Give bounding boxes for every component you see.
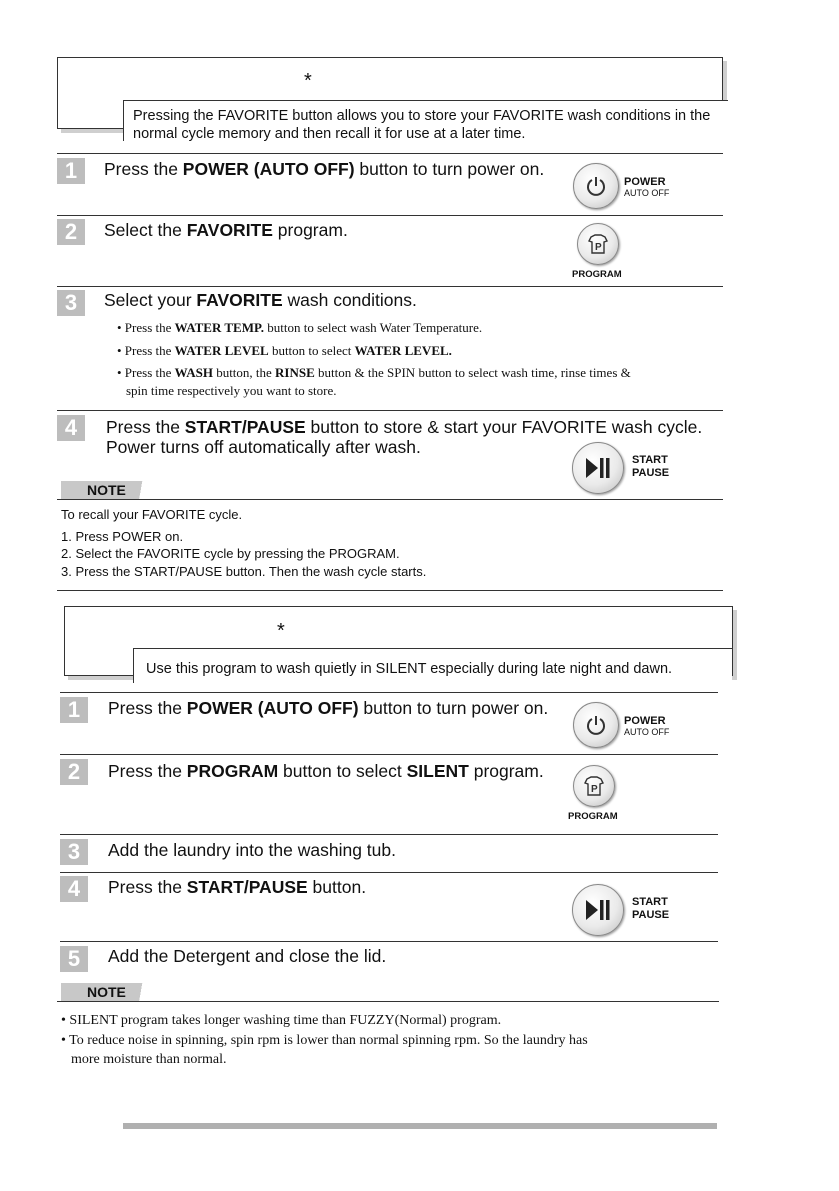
silent-step2-number: 2 [60,759,88,785]
silent-power-label: POWER [624,715,666,727]
silent-step2-rule [60,754,718,755]
favorite-program-button[interactable] [577,223,619,265]
shirt-p-icon [587,233,609,255]
silent-startpause-button[interactable] [572,884,624,936]
svg-text:P: P [591,784,598,795]
silent-step1-text: Press the POWER (AUTO OFF) button to turn power on. [108,698,549,718]
silent-step5-text: Add the Detergent and close the lid. [108,946,387,966]
play-pause-icon [583,456,613,480]
favorite-pause-label: PAUSE [632,467,670,479]
favorite-step4-text: Press the START/PAUSE button to store & start your FAVORITE wash cycle. [106,417,703,437]
favorite-step4-text-line2: Power turns off automatically after wash. [106,437,421,457]
favorite-startpause-button[interactable] [572,442,624,494]
silent-step1-number: 1 [60,697,88,723]
silent-step4-text: Press the START/PAUSE button. [108,877,367,897]
favorite-power-sublabel: AUTO OFF [624,188,670,198]
favorite-note-rule [57,499,723,500]
silent-start-label: START [632,896,668,908]
favorite-bullet-water-temp: • Press the WATER TEMP. button to select wash Water Temperature. [117,320,483,335]
favorite-note-line: 2. Select the FAVORITE cycle by pressing the PROGRAM. [61,546,400,561]
silent-step4-number: 4 [60,876,88,902]
favorite-step4-number: 4 [57,415,85,441]
silent-step4-rule [60,872,718,873]
silent-step3-rule [60,834,718,835]
silent-step5-rule [60,941,718,942]
silent-step3-number: 3 [60,839,88,865]
silent-note-line: • SILENT program takes longer washing time than FUZZY(Normal) program. [61,1013,502,1028]
favorite-step3-rule [57,286,723,287]
section-divider [57,590,723,591]
favorite-power-label: POWER [624,176,666,188]
favorite-note-line: 1. Press POWER on. [61,529,184,544]
power-icon [585,714,607,736]
favorite-note-line: 3. Press the START/PAUSE button. Then the wash cycle starts. [61,564,427,579]
silent-intro-text: Use this program to wash quietly in SILENT especially during late night and dawn. [146,661,673,677]
favorite-step2-text: Select the FAVORITE program. [104,220,348,240]
favorite-step2-rule [57,215,723,216]
silent-note-line: • To reduce noise in spinning, spin rpm is lower than normal spinning rpm. So the laundry has [61,1033,588,1048]
favorite-step3-text: Select your FAVORITE wash conditions. [104,290,417,310]
silent-step1-rule [60,692,718,693]
play-pause-icon [583,898,613,922]
silent-step3-text: Add the laundry into the washing tub. [108,840,396,860]
power-icon [585,175,607,197]
favorite-start-label: START [632,454,668,466]
favorite-step3-number: 3 [57,290,85,316]
svg-text:P: P [595,242,602,253]
favorite-program-label: PROGRAM [572,269,622,280]
silent-power-button[interactable] [573,702,619,748]
favorite-bullet-water-level: • Press the WATER LEVEL button to select WATER LEVEL. [117,343,452,358]
silent-step5-number: 5 [60,946,88,972]
favorite-intro-text: Pressing the FAVORITE button allows you to store your FAVORITE wash conditions in the normal cycle memory and then recall it for use at a later time. [133,108,711,142]
favorite-step4-rule [57,410,723,411]
favorite-step1-rule [57,153,723,154]
favorite-step1-number: 1 [57,158,85,184]
silent-note-line: more moisture than normal. [71,1052,227,1067]
silent-program-label: PROGRAM [568,811,618,822]
silent-note-rule [57,1001,719,1002]
footer-bar [123,1123,717,1129]
favorite-note-tab: NOTE [61,481,157,499]
favorite-note-line: To recall your FAVORITE cycle. [61,507,243,522]
silent-pause-label: PAUSE [632,909,670,921]
favorite-power-button[interactable] [573,163,619,209]
favorite-step1-text: Press the POWER (AUTO OFF) button to turn power on. [104,159,545,179]
silent-power-sublabel: AUTO OFF [624,727,670,737]
shirt-p-icon [583,775,605,797]
silent-step2-text: Press the PROGRAM button to select SILENT program. [108,761,544,781]
favorite-bullet-wash-rinse-spin: • Press the WASH button, the RINSE button & the SPIN button to select wash time, rinse times & [117,365,631,380]
favorite-step2-number: 2 [57,219,85,245]
silent-note-tab: NOTE [61,983,157,1001]
favorite-header-star: * [304,70,312,92]
silent-program-button[interactable] [573,765,615,807]
silent-header-star: * [277,620,285,642]
favorite-bullet-wash-rinse-spin-line2: spin time respectively you want to store. [126,383,337,398]
